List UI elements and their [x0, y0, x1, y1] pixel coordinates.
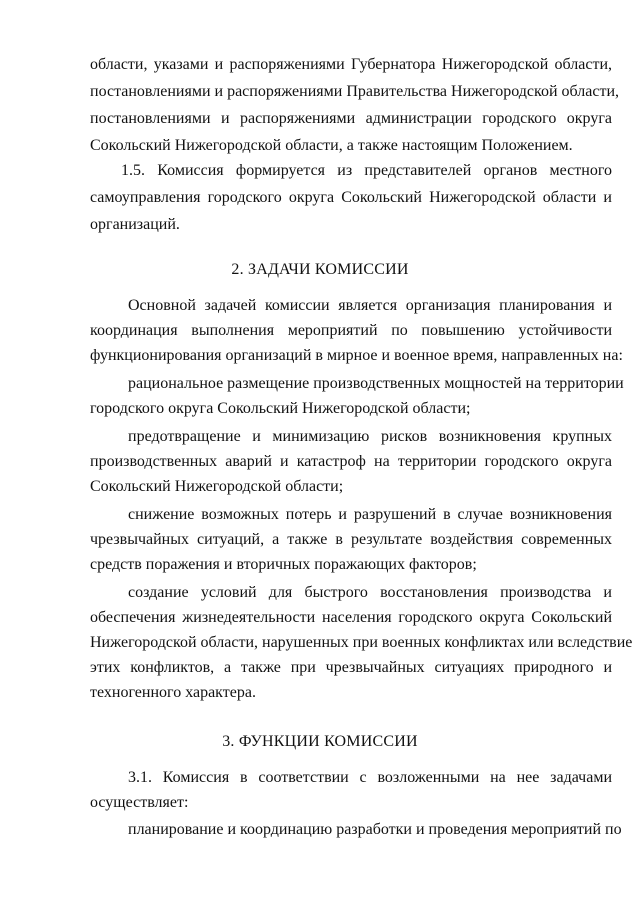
- section-heading: 3. ФУНКЦИИ КОМИССИИ: [222, 733, 418, 750]
- text-line: области, указами и распоряжениями Губернатора Нижегородской области,: [90, 56, 612, 73]
- text-line: средств поражения и вторичных поражающих факторов;: [90, 556, 477, 573]
- text-line: организаций.: [90, 216, 180, 233]
- text-line: постановлениями и распоряжениями администрации городского округа: [90, 110, 612, 127]
- text-line: 3.1. Комиссия в соответствии с возложенными на нее задачами: [128, 769, 612, 786]
- text-line: предотвращение и минимизацию рисков возникновения крупных: [128, 428, 612, 445]
- text-line: производственных аварий и катастроф на территории городского округа: [90, 453, 612, 470]
- text-line: создание условий для быстрого восстановления производства и: [128, 584, 612, 601]
- text-line: планирование и координацию разработки и проведения мероприятий по: [128, 821, 622, 838]
- text-line: постановлениями и распоряжениями Правительства Нижегородской области,: [90, 83, 620, 100]
- text-line: городского округа Сокольский Нижегородской области;: [90, 400, 471, 417]
- text-line: самоуправления городского округа Сокольский Нижегородской области и: [90, 189, 612, 206]
- text-line: чрезвычайных ситуаций, а также в результате воздействия современных: [90, 531, 612, 548]
- text-line: Основной задачей комиссии является организация планирования и: [128, 297, 612, 314]
- text-line: Сокольский Нижегородской области, а также настоящим Положением.: [90, 137, 573, 154]
- text-line: этих конфликтов, а также при чрезвычайных ситуациях природного и: [90, 659, 612, 676]
- text-line: обеспечения жизнедеятельности населения городского округа Сокольский: [90, 609, 612, 626]
- text-line: Нижегородской области, нарушенных при военных конфликтах или вследствие: [90, 634, 633, 651]
- section-heading: 2. ЗАДАЧИ КОМИССИИ: [231, 261, 409, 278]
- text-line: снижение возможных потерь и разрушений в случае возникновения: [128, 506, 612, 523]
- text-line: рациональное размещение производственных мощностей на территории: [128, 375, 624, 392]
- text-line: 1.5. Комиссия формируется из представителей органов местного: [121, 162, 612, 179]
- text-line: Сокольский Нижегородской области;: [90, 478, 344, 495]
- text-line: функционирования организаций в мирное и военное время, направленных на:: [90, 347, 623, 364]
- text-line: координация выполнения мероприятий по повышению устойчивости: [90, 322, 612, 339]
- text-line: осуществляет:: [90, 794, 189, 811]
- text-line: техногенного характера.: [90, 684, 256, 701]
